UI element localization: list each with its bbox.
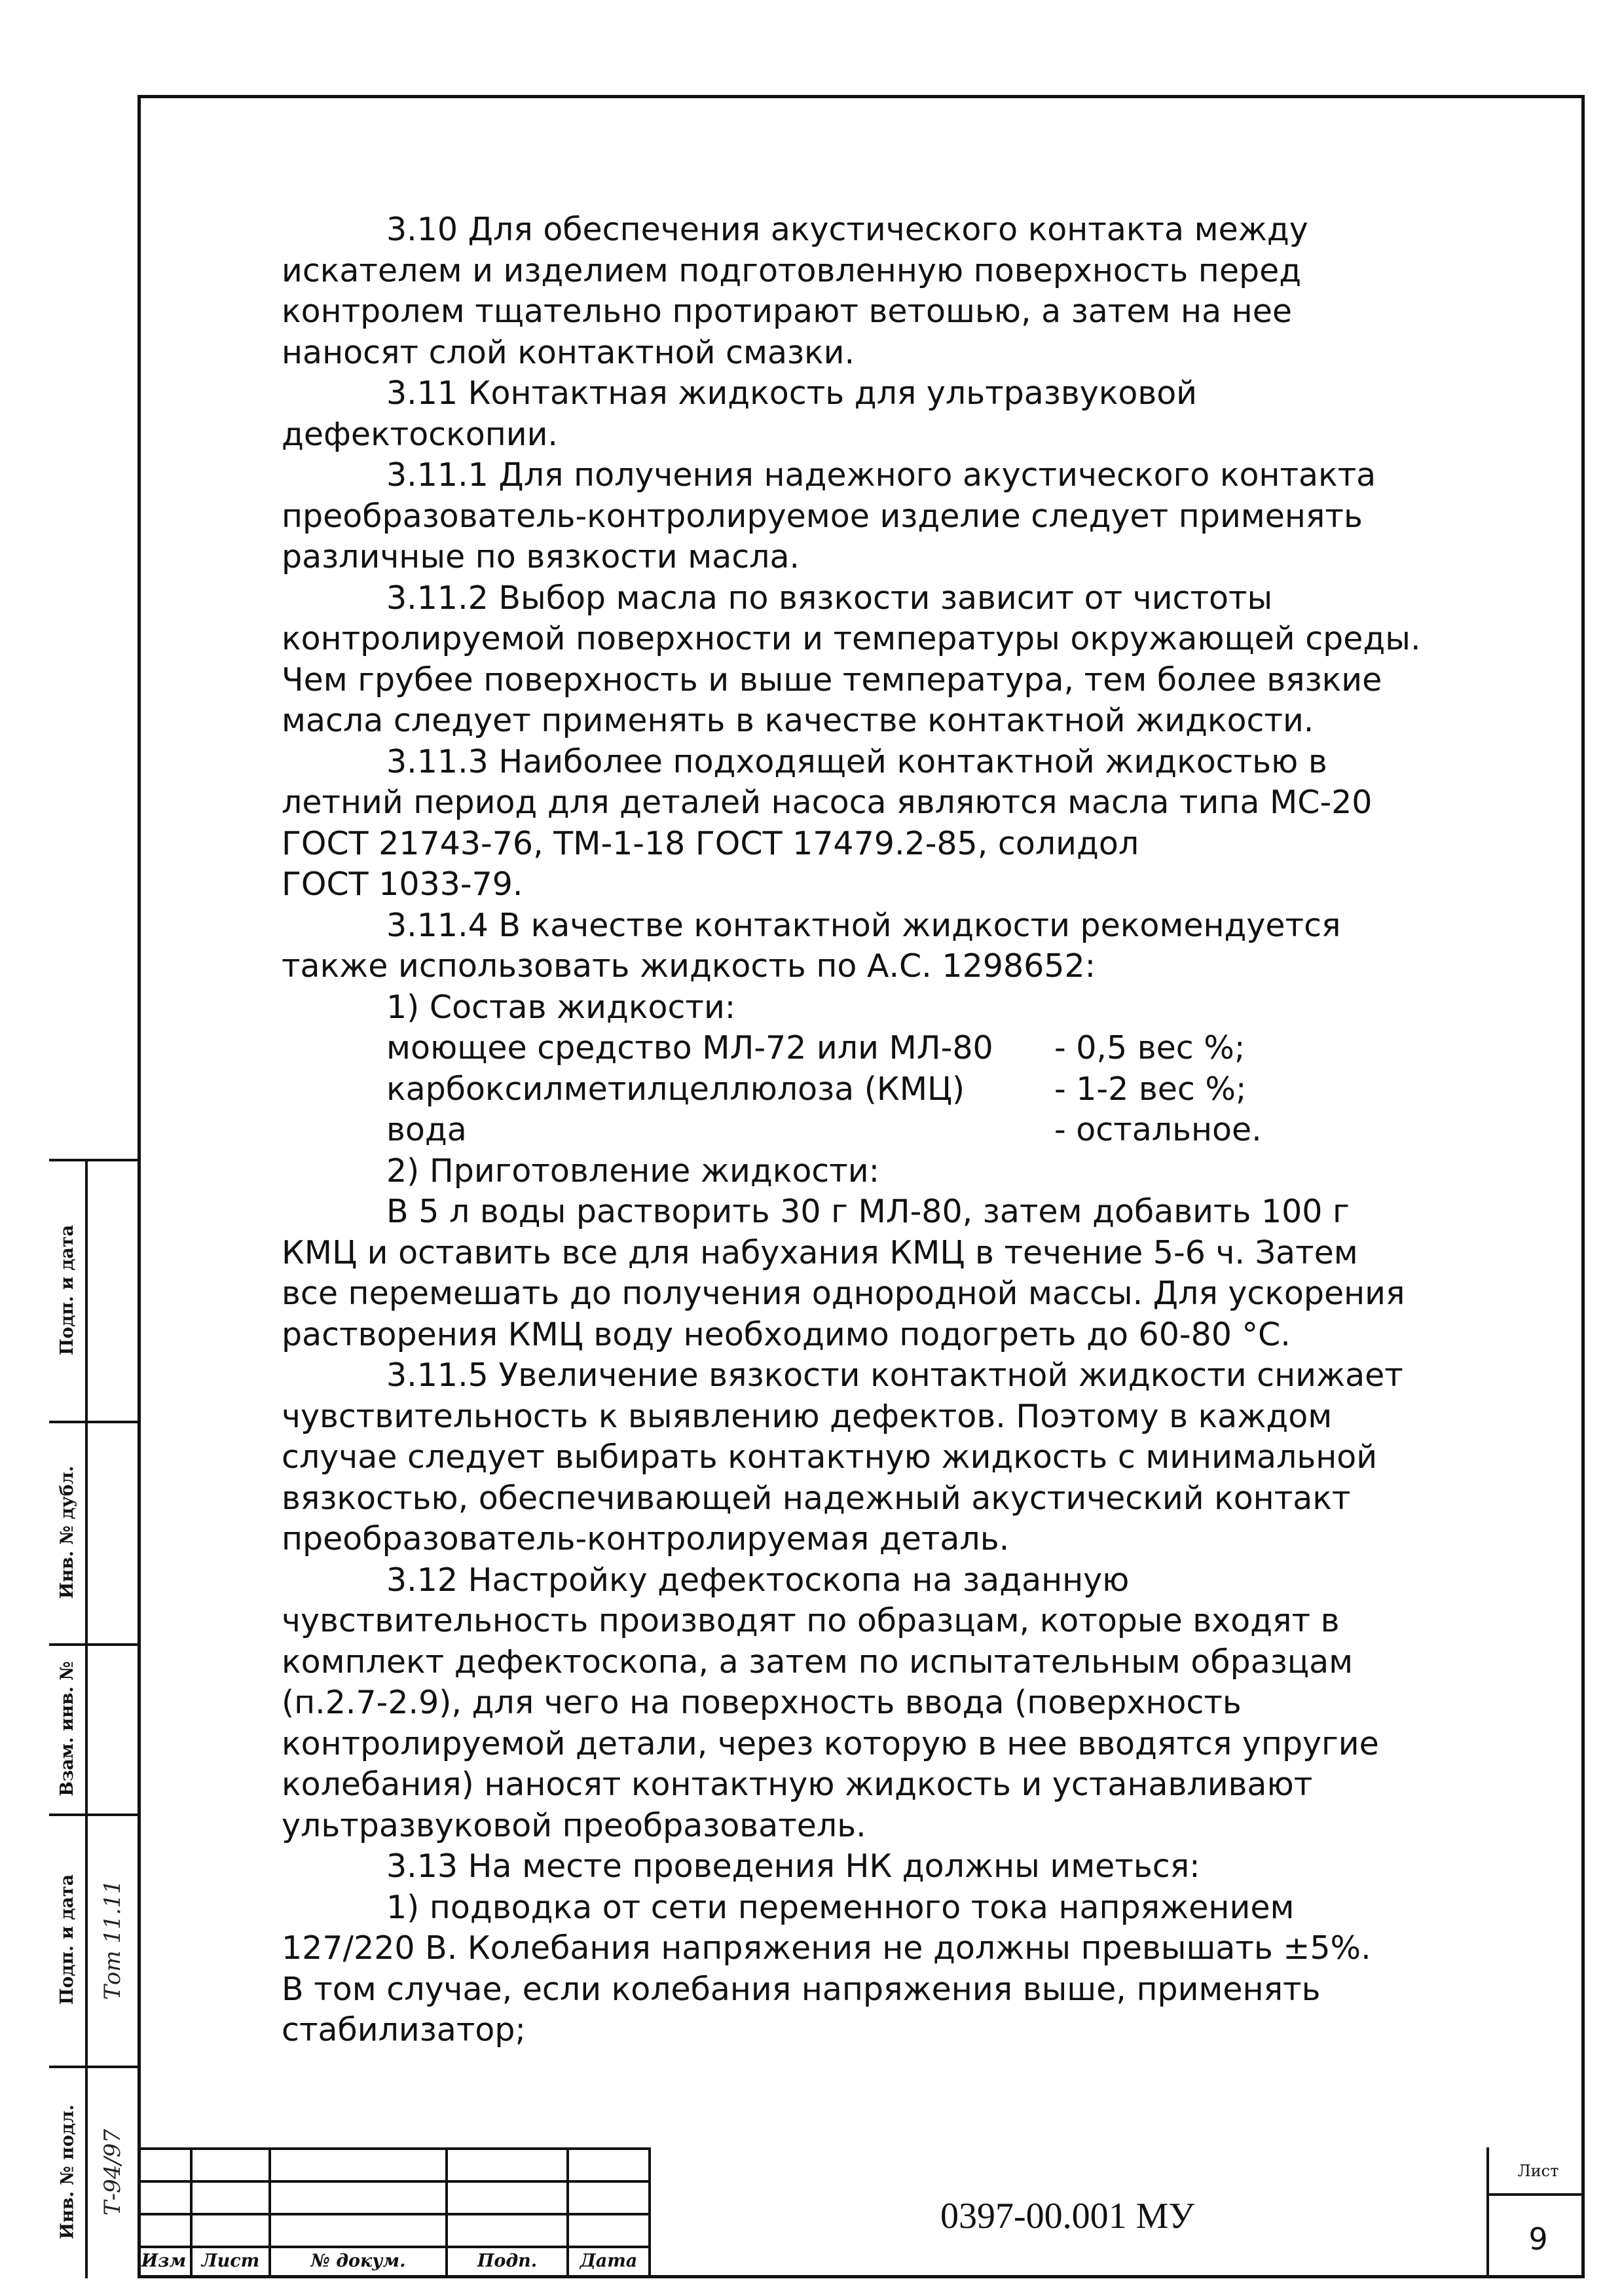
text-line: В том случае, если колебания напряжения выше, применять (282, 1970, 1321, 2008)
handwritten-signature: Тот 11.11 (100, 1879, 126, 2000)
text-line: все перемешать до получения однородной массы. Для ускорения (282, 1275, 1405, 1312)
text-line: контролируемой поверхности и температуры окружающей среды. (282, 620, 1421, 657)
text-line: 3.13 На месте проведения НК должны иметься: (386, 1848, 1200, 1885)
text-line: колебания) наносят контактную жидкость и устанавливают (282, 1766, 1313, 1803)
component-amount: - 0,5 вес %; (1054, 1029, 1246, 1066)
col-izm: Изм (141, 2250, 187, 2271)
text-line: различные по вязкости масла. (282, 538, 800, 575)
text-line: стабилизатор; (282, 2011, 526, 2049)
text-line: 3.11.2 Выбор масла по вязкости зависит от чистоты (386, 579, 1273, 617)
component-amount: - 1-2 вес %; (1054, 1070, 1247, 1108)
composition-row (282, 1069, 1539, 1110)
col-list: Лист (201, 2250, 260, 2271)
composition-row (282, 1110, 1539, 1151)
text-line: преобразователь-контролируемая деталь. (282, 1520, 1010, 1558)
component-name: моющее средство МЛ-72 или МЛ-80 (386, 1029, 993, 1066)
sheet-number: 9 (1528, 2221, 1548, 2257)
text-line: 3.12 Настройку дефектоскопа на заданную (386, 1561, 1130, 1599)
label-podp-data-top: Подп. и дата (57, 1224, 77, 1355)
text-line: вязкостью, обеспечивающей надежный акустический контакт (282, 1479, 1351, 1517)
text-line: Чем грубее поверхность и выше температура, тем более вязкие (282, 661, 1382, 699)
text-line: В 5 л воды растворить 30 г МЛ-80, затем добавить 100 г (386, 1193, 1350, 1230)
text-line: 3.11.1 Для получения надежного акустического контакта (386, 456, 1376, 494)
text-line: ГОСТ 21743-76, ТМ-1-18 ГОСТ 17479.2-85, солидол (282, 824, 1139, 862)
label-podp-data-bottom: Подп. и дата (57, 1874, 77, 2005)
text-line: 1) подводка от сети переменного тока напряжением (386, 1888, 1295, 1926)
component-name: карбоксилметилцеллюлоза (КМЦ) (386, 1070, 965, 1108)
text-line: летний период для деталей насоса являются масла типа МС-20 (282, 784, 1373, 821)
text-line: чувствительность к выявлению дефектов. Поэтому в каждом (282, 1397, 1333, 1435)
left-approval-strip (49, 1159, 138, 2278)
text-line: масла следует применять в качестве контактной жидкости. (282, 702, 1314, 739)
text-line: 3.11.4 В качестве контактной жидкости рекомендуется (386, 906, 1341, 944)
text-line: растворения КМЦ воду необходимо подогреть до 60-80 °С. (282, 1315, 1291, 1353)
component-amount: - остальное. (1054, 1111, 1262, 1148)
document-body (282, 210, 1539, 2051)
text-line: контролем тщательно протирают ветошью, а затем на нее (282, 293, 1292, 330)
col-podp: Подп. (477, 2250, 538, 2271)
text-line: ГОСТ 1033-79. (282, 866, 523, 903)
text-line: наносят слой контактной смазки. (282, 333, 855, 371)
col-data: Дата (580, 2250, 638, 2271)
text-line: 2) Приготовление жидкости: (386, 1152, 880, 1190)
text-line: 3.10 Для обеспечения акустического контакта между (386, 211, 1308, 248)
composition-row (282, 1028, 1539, 1069)
title-block (138, 2147, 1585, 2278)
text-line: 1) Состав жидкости: (386, 988, 736, 1026)
document-code: 0397-00.001 МУ (940, 2196, 1195, 2236)
text-line: преобразователь-контролируемое изделие следует применять (282, 497, 1363, 535)
label-inv-dubl: Инв. № дубл. (57, 1465, 77, 1599)
text-line: 3.11.3 Наиболее подходящей контактной жидкостью в (386, 742, 1327, 780)
text-line: (п.2.7-2.9), для чего на поверхность ввода (поверхность (282, 1684, 1242, 1721)
component-name: вода (386, 1111, 467, 1148)
col-n-dokum: № докум. (310, 2250, 406, 2271)
text-line: ультразвуковой преобразователь. (282, 1806, 866, 1844)
text-line: 3.11.5 Увеличение вязкости контактной жидкости снижает (386, 1357, 1403, 1394)
text-line: контролируемой детали, через которую в нее вводятся упругие (282, 1724, 1379, 1762)
label-inv-podl: Инв. № подл. (57, 2104, 78, 2240)
label-vzam-inv: Взам. инв. № (57, 1660, 77, 1796)
text-line: комплект дефектоскопа, а затем по испытательным образцам (282, 1643, 1354, 1681)
handwritten-inventory-number: Т-94/97 (100, 2128, 126, 2215)
text-line: чувствительность производят по образцам, которые входят в (282, 1602, 1340, 1639)
text-line: 127/220 В. Колебания напряжения не должны превышать ±5%. (282, 1929, 1371, 1967)
text-line: дефектоскопии. (282, 415, 559, 453)
text-line: 3.11 Контактная жидкость для ультразвуковой (386, 374, 1198, 412)
text-line: КМЦ и оставить все для набухания КМЦ в течение 5-6 ч. Затем (282, 1233, 1358, 1271)
text-line: искателем и изделием подготовленную поверхность перед (282, 251, 1302, 289)
sheet-label: Лист (1517, 2162, 1559, 2180)
text-line: также использовать жидкость по А.С. 1298652: (282, 947, 1096, 985)
text-line: случае следует выбирать контактную жидкость с минимальной (282, 1438, 1378, 1476)
